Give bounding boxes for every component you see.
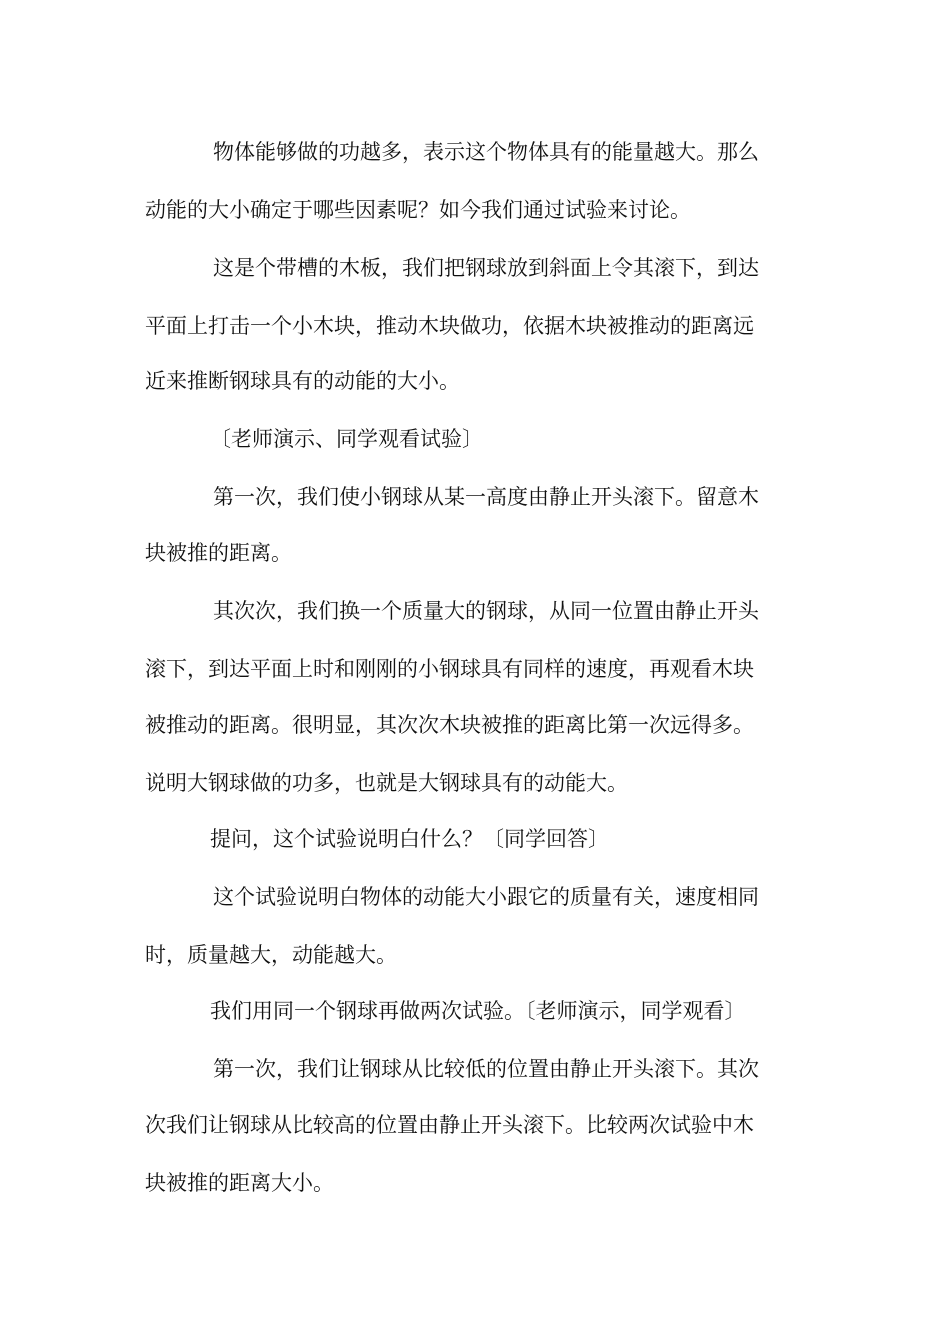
paragraph-3-line-1: 〔老师演示、同学观看试验〕 — [210, 427, 483, 451]
paragraph-7-line-2: 时，质量越大，动能越大。 — [145, 943, 397, 967]
paragraph-9-line-1: 第一次，我们让钢球从比较低的位置由静止开头滚下。其次 — [213, 1057, 759, 1081]
paragraph-1-line-1: 物体能够做的功越多，表示这个物体具有的能量越大。那么 — [213, 140, 759, 164]
paragraph-1-line-2: 动能的大小确定于哪些因素呢？如今我们通过试验来讨论。 — [145, 198, 691, 222]
paragraph-8-line-1: 我们用同一个钢球再做两次试验。〔老师演示，同学观看〕 — [210, 999, 746, 1023]
paragraph-7-line-1: 这个试验说明白物体的动能大小跟它的质量有关，速度相同 — [213, 885, 759, 909]
paragraph-5-line-3: 被推动的距离。很明显，其次次木块被推的距离比第一次远得多。 — [145, 713, 754, 737]
paragraph-9-line-3: 块被推的距离大小。 — [145, 1171, 334, 1195]
paragraph-5-line-4: 说明大钢球做的功多，也就是大钢球具有的动能大。 — [145, 771, 628, 795]
paragraph-5-line-1: 其次次，我们换一个质量大的钢球，从同一位置由静止开头 — [213, 599, 759, 623]
paragraph-4-line-1: 第一次，我们使小钢球从某一高度由静止开头滚下。留意木 — [213, 485, 759, 509]
paragraph-2-line-3: 近来推断钢球具有的动能的大小。 — [145, 369, 460, 393]
paragraph-9-line-2: 次我们让钢球从比较高的位置由静止开头滚下。比较两次试验中木 — [145, 1113, 754, 1137]
paragraph-4-line-2: 块被推的距离。 — [145, 541, 292, 565]
paragraph-5-line-2: 滚下，到达平面上时和刚刚的小钢球具有同样的速度，再观看木块 — [145, 657, 754, 681]
paragraph-6-line-1: 提问，这个试验说明白什么？〔同学回答〕 — [210, 827, 609, 851]
paragraph-2-line-2: 平面上打击一个小木块，推动木块做功，依据木块被推动的距离远 — [145, 314, 754, 338]
paragraph-2-line-1: 这是个带槽的木板，我们把钢球放到斜面上令其滚下，到达 — [213, 256, 759, 280]
